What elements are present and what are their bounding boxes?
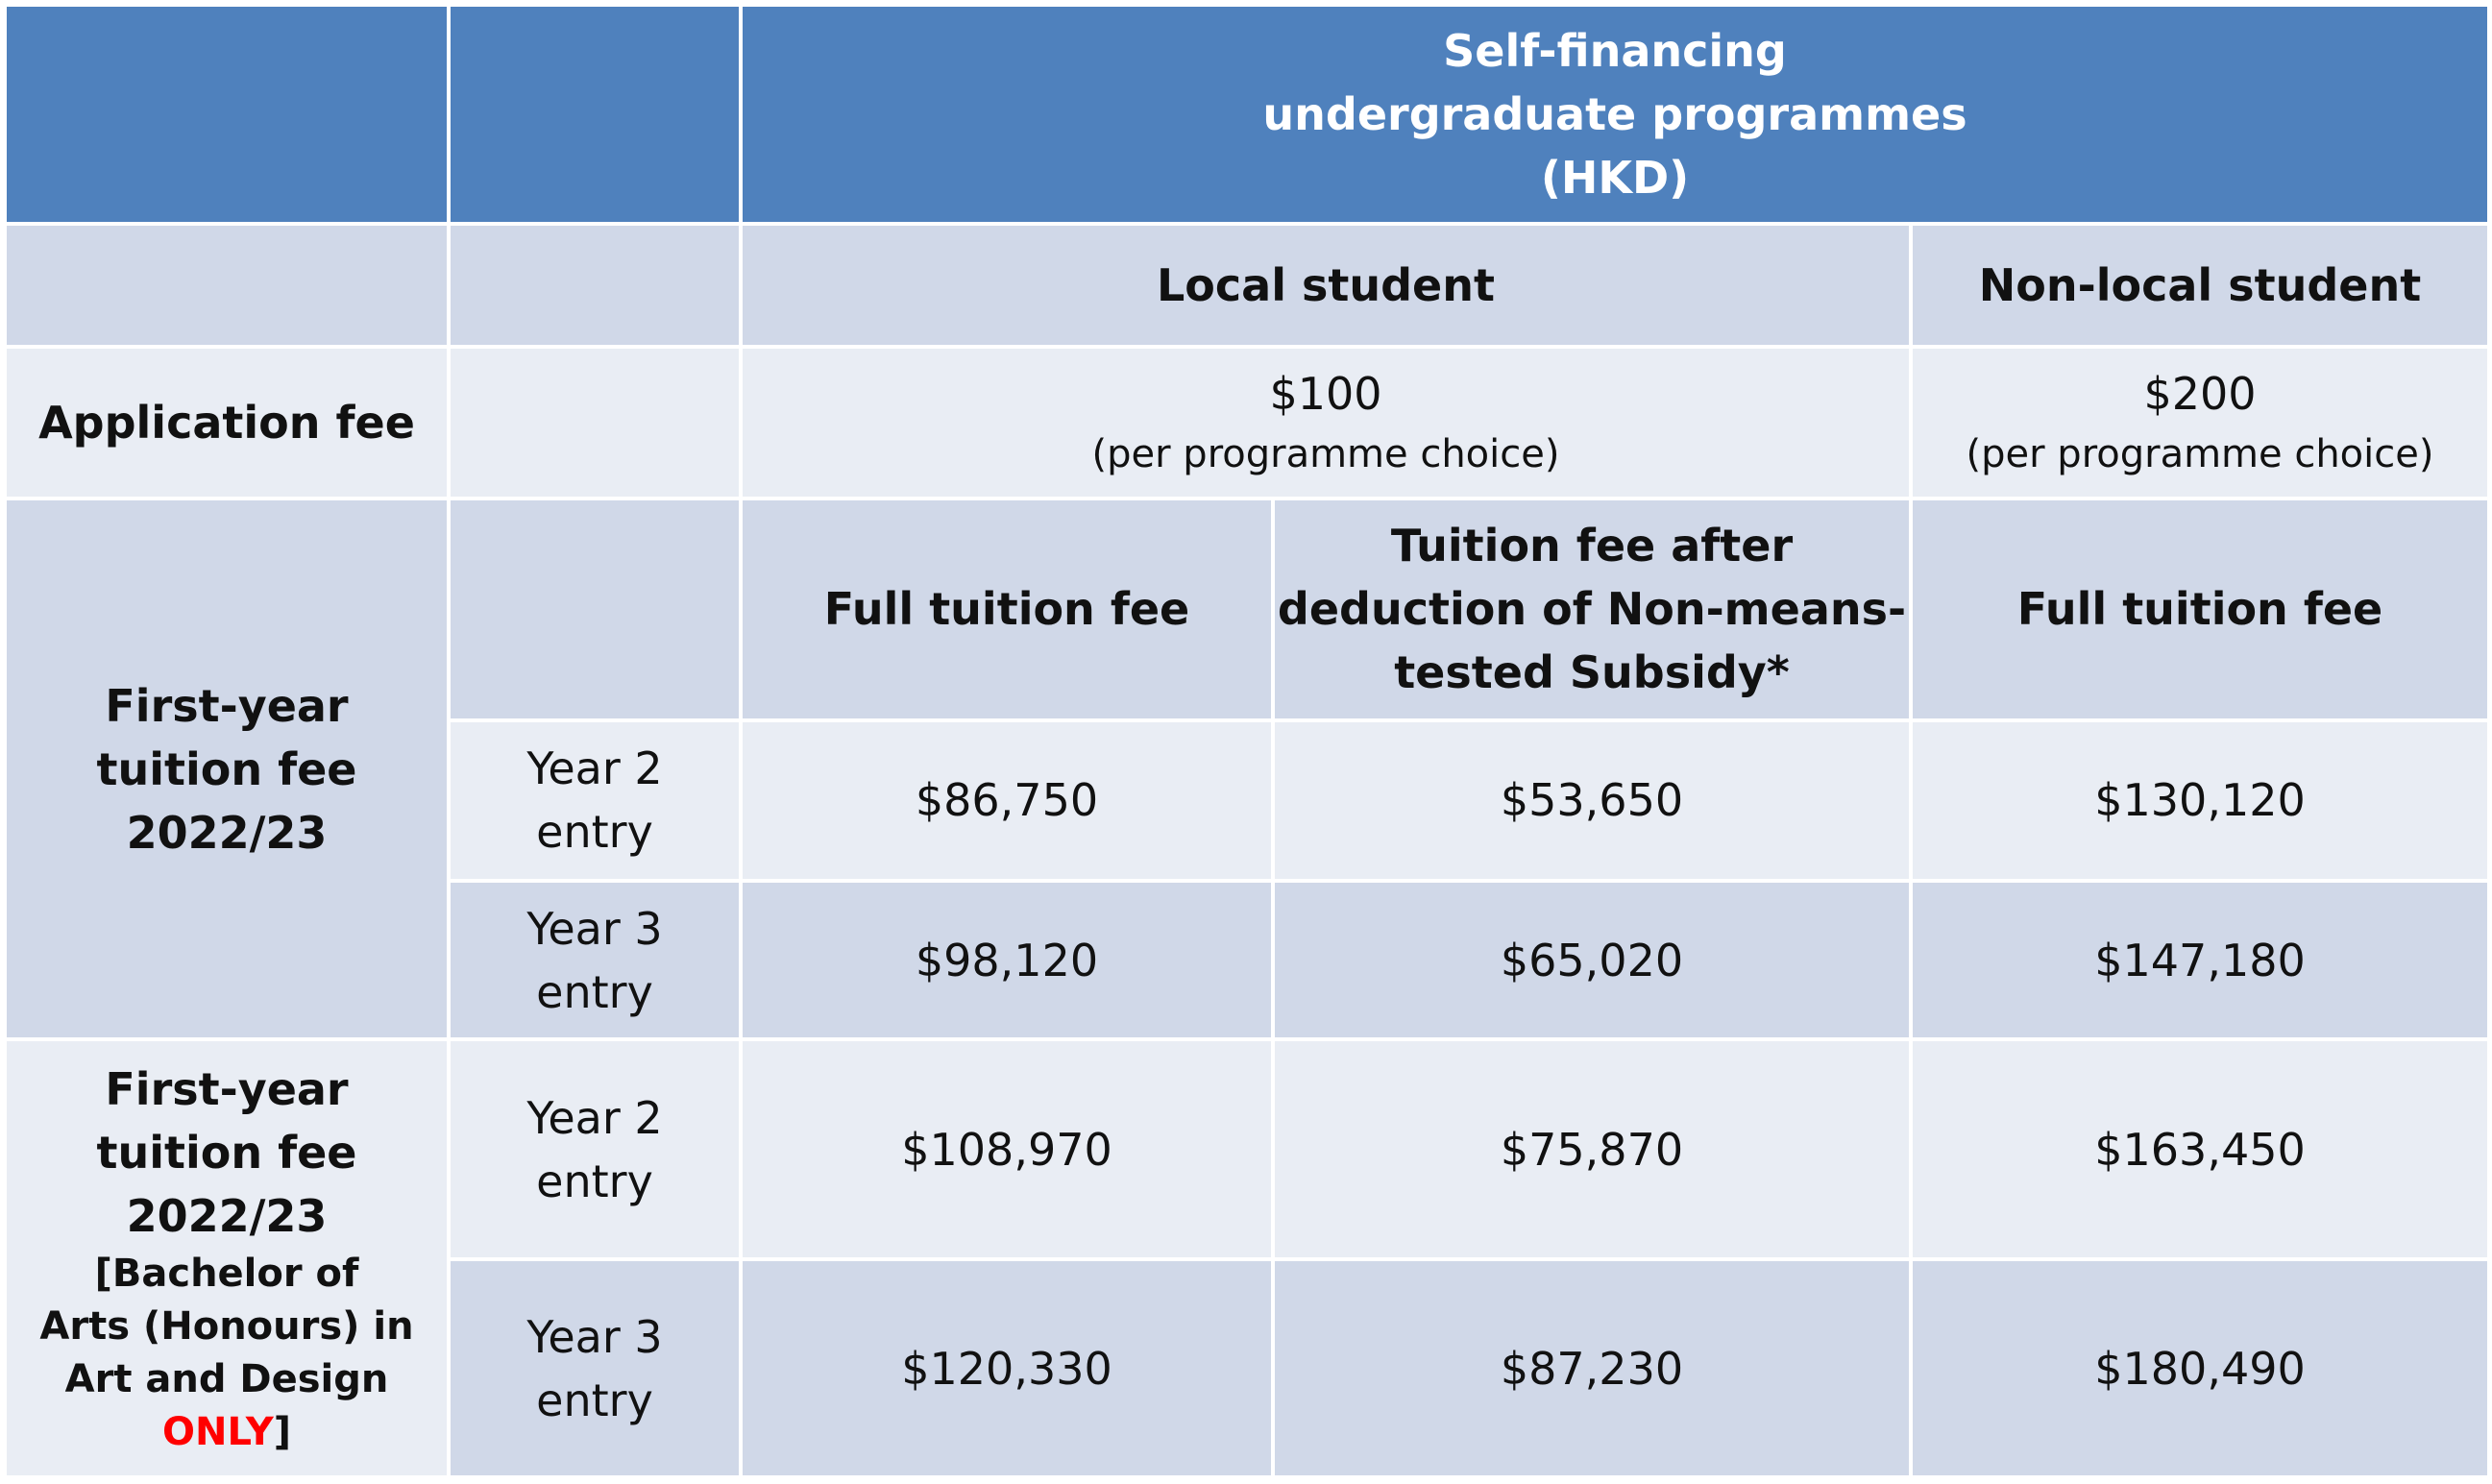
non-local-full-tuition-value: $130,120 bbox=[1911, 720, 2489, 881]
local-application-fee-amount: $100 bbox=[1269, 367, 1382, 420]
group2-label-line3: 2022/23 bbox=[126, 1190, 328, 1243]
fee-table bbox=[3, 3, 2491, 1479]
non-local-full-tuition-value: $147,180 bbox=[1911, 881, 2489, 1039]
entry-label-line1: Year 3 bbox=[526, 1310, 663, 1363]
entry-label-cell bbox=[449, 881, 741, 1039]
table-row bbox=[5, 1039, 2489, 1259]
application-fee-row bbox=[5, 347, 2489, 499]
group2-note-line2: Arts (Honours) in bbox=[39, 1304, 414, 1350]
local-full-tuition-value: $86,750 bbox=[741, 720, 1273, 881]
non-local-application-fee-note: (per programme choice) bbox=[1966, 431, 2434, 476]
fee-column-header-blank-cell bbox=[449, 499, 741, 720]
programme-title-line3: (HKD) bbox=[1540, 151, 1690, 204]
entry-label-cell bbox=[449, 1259, 741, 1477]
local-after-subsidy-header-line1: Tuition fee after bbox=[1390, 520, 1794, 572]
non-local-full-tuition-value: $180,490 bbox=[1911, 1259, 2489, 1477]
local-student-header: Local student bbox=[741, 224, 1911, 347]
local-after-subsidy-header bbox=[1273, 499, 1911, 720]
entry-label-line1: Year 2 bbox=[526, 1091, 663, 1144]
local-after-subsidy-value: $75,870 bbox=[1273, 1039, 1911, 1259]
entry-label-line2: entry bbox=[536, 965, 653, 1018]
student-type-row bbox=[5, 224, 2489, 347]
fee-table-container bbox=[3, 3, 2487, 1479]
non-local-application-fee-cell bbox=[1911, 347, 2489, 499]
local-after-subsidy-header-line2: deduction of Non-means- bbox=[1277, 583, 1907, 636]
non-local-student-header: Non-local student bbox=[1911, 224, 2489, 347]
student-type-blank-cell-2 bbox=[449, 224, 741, 347]
local-after-subsidy-value: $65,020 bbox=[1273, 881, 1911, 1039]
local-full-tuition-value: $108,970 bbox=[741, 1039, 1273, 1259]
header-blank-cell-1 bbox=[5, 5, 449, 224]
group2-note-line4 bbox=[7, 1406, 447, 1459]
group2-label-cell bbox=[5, 1039, 449, 1477]
programme-title-line1: Self-financing bbox=[1443, 24, 1787, 77]
group1-label-line3: 2022/23 bbox=[126, 806, 328, 859]
local-after-subsidy-header-line3: tested Subsidy* bbox=[1394, 646, 1790, 699]
entry-label-line2: entry bbox=[536, 1374, 653, 1426]
local-full-tuition-value: $98,120 bbox=[741, 881, 1273, 1039]
local-after-subsidy-value: $53,650 bbox=[1273, 720, 1911, 881]
header-row bbox=[5, 5, 2489, 224]
student-type-blank-cell-1 bbox=[5, 224, 449, 347]
entry-label-line1: Year 2 bbox=[526, 742, 663, 795]
non-local-application-fee-amount: $200 bbox=[2143, 367, 2257, 420]
group1-label-line1: First-year bbox=[105, 679, 349, 732]
only-emphasis: ONLY bbox=[162, 1410, 274, 1455]
local-application-fee-cell bbox=[741, 347, 1911, 499]
entry-label-cell bbox=[449, 1039, 741, 1259]
group2-label-line1: First-year bbox=[105, 1063, 349, 1116]
local-after-subsidy-value: $87,230 bbox=[1273, 1259, 1911, 1477]
local-application-fee-note: (per programme choice) bbox=[1091, 431, 1560, 476]
entry-label-line1: Year 3 bbox=[526, 902, 663, 955]
group1-label-line2: tuition fee bbox=[96, 742, 357, 795]
local-full-tuition-header: Full tuition fee bbox=[741, 499, 1273, 720]
header-blank-cell-2 bbox=[449, 5, 741, 224]
fee-column-header-row bbox=[5, 499, 2489, 720]
entry-label-line2: entry bbox=[536, 1155, 653, 1207]
group2-note-line3: Art and Design bbox=[64, 1357, 389, 1402]
non-local-full-tuition-value: $163,450 bbox=[1911, 1039, 2489, 1259]
entry-label-cell bbox=[449, 720, 741, 881]
application-fee-label: Application fee bbox=[5, 347, 449, 499]
application-fee-blank-cell bbox=[449, 347, 741, 499]
non-local-full-tuition-header: Full tuition fee bbox=[1911, 499, 2489, 720]
group1-label-cell bbox=[5, 499, 449, 1039]
group2-note-close: ] bbox=[273, 1410, 291, 1455]
programme-title-line2: undergraduate programmes bbox=[1262, 87, 1967, 140]
local-full-tuition-value: $120,330 bbox=[741, 1259, 1273, 1477]
group2-label-line2: tuition fee bbox=[96, 1127, 357, 1180]
programme-title-cell bbox=[741, 5, 2489, 224]
group2-note-line1: [Bachelor of bbox=[94, 1252, 359, 1297]
entry-label-line2: entry bbox=[536, 806, 653, 859]
